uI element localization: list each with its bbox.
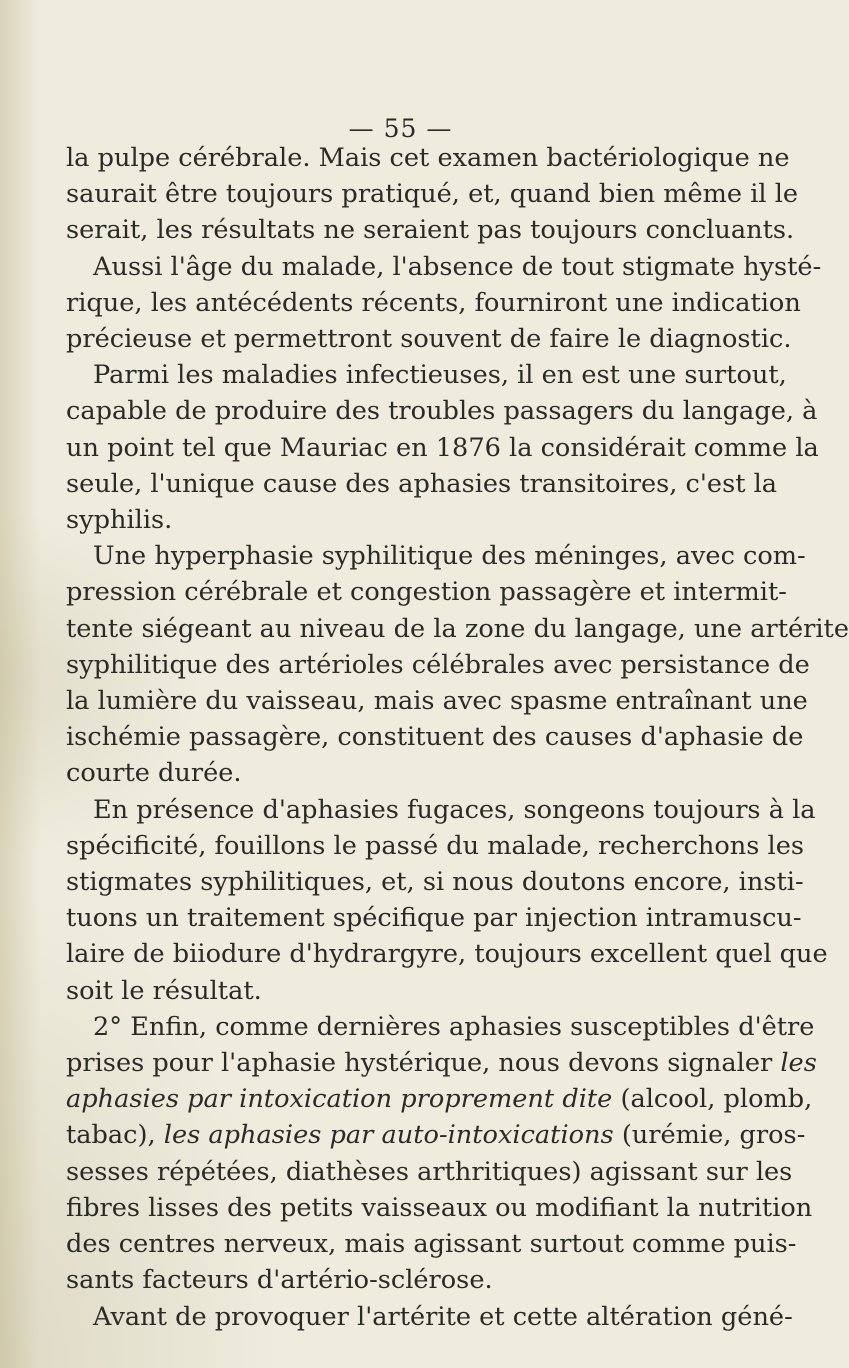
text-line: Aussi l'âge du malade, l'absence de tout stigmate hysté- [93,251,822,282]
page-number: — 55 — [348,114,453,143]
text-line: tuons un traitement spécifique par injection intramuscu- [66,903,802,934]
page-edge-shading [0,0,40,1368]
text-run: prises pour l'aphasie hystérique, nous devons signaler [66,1048,773,1079]
text-line: seule, l'unique cause des aphasies transitoires, c'est la [66,468,778,499]
text-line: tente siégeant au niveau de la zone du langage, une artérite [66,613,849,644]
text-line: sesses répétées, diathèses arthritiques) agissant sur les [66,1156,793,1187]
text-line: capable de produire des troubles passagers du langage, à [66,396,818,427]
italic-text: aphasies par intoxication proprement dite [66,1084,613,1115]
text-line: un point tel que Mauriac en 1876 la considérait comme la [66,432,819,463]
text-line [66,1081,813,1117]
text-line [66,1045,817,1081]
text-line: ischémie passagère, constituent des causes d'aphasie de [66,722,804,753]
body-text [66,140,849,1335]
text-run: (urémie, gros- [621,1120,806,1151]
text-line: syphilis. [66,505,173,536]
text-line: fibres lisses des petits vaisseaux ou modifiant la nutrition [66,1192,813,1223]
text-line: soit le résultat. [66,975,262,1006]
text-line: sants facteurs d'artério-sclérose. [66,1265,493,1296]
text-line: Avant de provoquer l'artérite et cette altération géné- [93,1301,793,1332]
text-run: (alcool, plomb, [620,1084,813,1115]
text-line: Parmi les maladies infectieuses, il en est une surtout, [93,360,787,391]
italic-text: les aphasies par auto-intoxications [163,1120,614,1151]
text-line [66,1117,806,1153]
text-line: serait, les résultats ne seraient pas toujours concluants. [66,215,795,246]
text-line: courte durée. [66,758,242,789]
text-line: des centres nerveux, mais agissant surtout comme puis- [66,1229,797,1260]
text-line: stigmates syphilitiques, et, si nous doutons encore, insti- [66,867,804,898]
text-line: saurait être toujours pratiqué, et, quand bien même il le [66,179,799,210]
text-line: Une hyperphasie syphilitique des méninges, avec com- [93,541,806,572]
text-line: syphilitique des artérioles célébrales avec persistance de [66,649,810,680]
text-line: pression cérébrale et congestion passagère et intermit- [66,577,787,608]
text-line: la lumière du vaisseau, mais avec spasme entraînant une [66,686,808,717]
text-line: spécificité, fouillons le passé du malade, recherchons les [66,830,805,861]
text-line: précieuse et permettront souvent de faire le diagnostic. [66,324,792,355]
text-line: rique, les antécédents récents, fourniront une indication [66,287,801,318]
text-line: 2° Enfin, comme dernières aphasies susceptibles d'être [93,1011,815,1042]
text-line: la pulpe cérébrale. Mais cet examen bactériologique ne [66,143,790,173]
text-line: laire de biiodure d'hydrargyre, toujours excellent quel que [66,939,828,970]
italic-text: les [780,1048,817,1079]
text-line: En présence d'aphasies fugaces, songeons toujours à la [93,794,816,825]
text-run: tabac), [66,1120,156,1151]
